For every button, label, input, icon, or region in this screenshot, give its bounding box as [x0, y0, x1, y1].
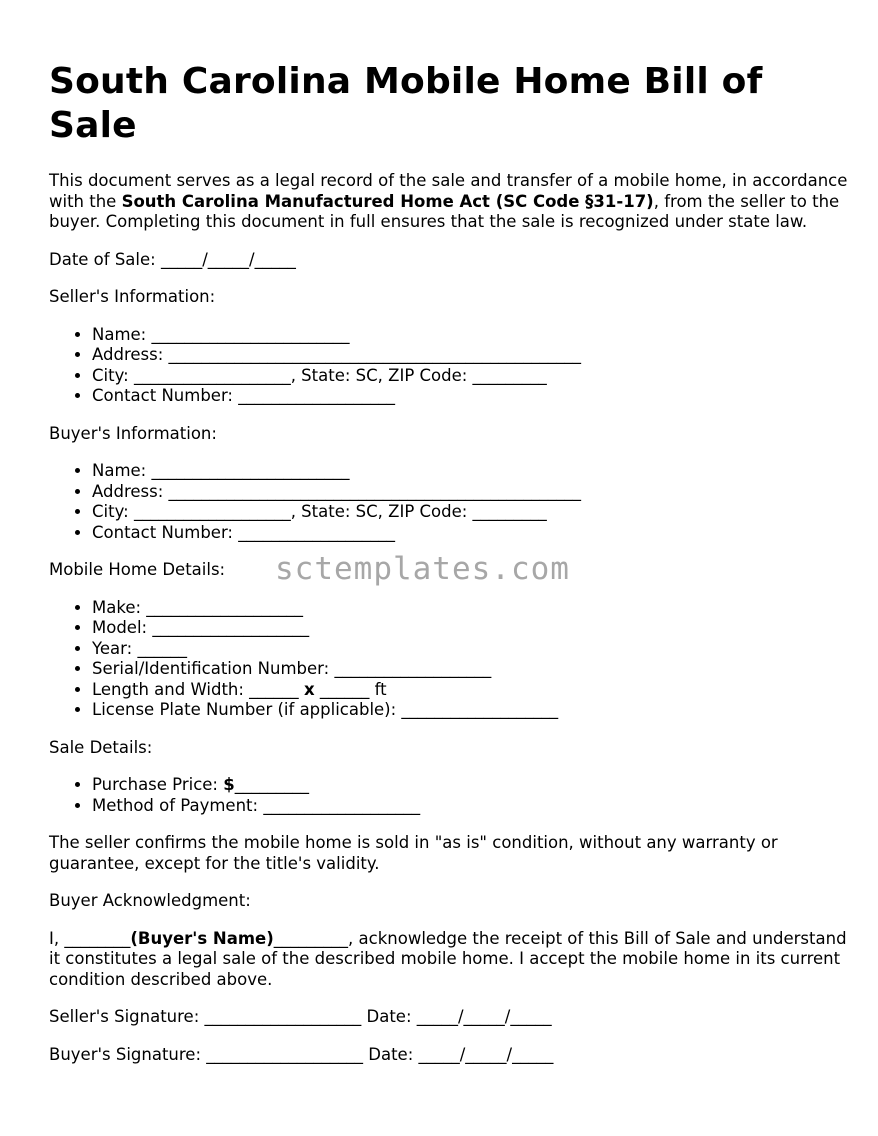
seller-name-field: • Name: ________________________: [92, 325, 849, 346]
length-width-field: [92, 680, 849, 701]
model-field: • Model: ___________________: [92, 618, 849, 639]
buyer-info-list: [49, 461, 849, 543]
acknowledgment-paragraph: [49, 929, 849, 991]
purchase-price-field: [92, 775, 849, 796]
seller-heading: Seller's Information:: [49, 287, 216, 306]
license-plate-field: • License Plate Number (if applicable): ___________________: [92, 700, 849, 721]
buyer-city-field: • City: ___________________, State: SC, ZIP Code: _________: [92, 502, 849, 523]
sale-details-heading: Sale Details:: [49, 737, 153, 757]
purchase-price-label: Purchase Price:: [92, 775, 224, 794]
acknowledgment-text-after: _________, acknowledge the receipt of this Bill of Sale and understand it constitutes a legal sale of the described mobile home. I accept the mobile home in its current condition described above.: [49, 928, 847, 989]
date-of-sale: Date of Sale: _____/_____/_____: [49, 249, 296, 269]
seller-address-field: • Address: __________________________________________________: [92, 345, 849, 366]
mobile-home-heading: Mobile Home Details:: [49, 560, 226, 579]
purchase-price-blank: _________: [234, 775, 309, 794]
seller-contact-field: • Contact Number: ___________________: [92, 386, 849, 407]
length-width-label: Length and Width: ______: [92, 679, 304, 699]
seller-info-list: [49, 325, 849, 407]
mobile-home-list: [49, 598, 849, 721]
sale-details-list: [49, 775, 849, 816]
document-title: South Carolina Mobile Home Bill of Sale: [49, 61, 763, 146]
watermark: sctemplates.com: [275, 551, 570, 587]
intro-paragraph: [49, 171, 849, 233]
seller-city-field: • City: ___________________, State: SC, ZIP Code: _________: [92, 366, 849, 387]
buyer-signature-line: Buyer's Signature: ___________________ Date: _____/_____/_____: [49, 1044, 554, 1064]
dollar-sign: $: [223, 775, 235, 794]
intro-text-after: , from the seller to the buyer. Completing this document in full ensures that the sale is recognized under state law.: [49, 191, 840, 231]
buyer-name-field: • Name: ________________________: [92, 461, 849, 482]
condition-statement: The seller confirms the mobile home is sold in "as is" condition, without any warranty or guarantee, except for the title's validity.: [49, 833, 778, 873]
buyer-contact-field: • Contact Number: ___________________: [92, 523, 849, 544]
serial-number-field: • Serial/Identification Number: ___________________: [92, 659, 849, 680]
acknowledgment-heading: Buyer Acknowledgment:: [49, 891, 251, 910]
acknowledgment-text-before: I, ________: [49, 928, 131, 948]
make-field: • Make: ___________________: [92, 598, 849, 619]
width-blank: ______ ft: [314, 679, 387, 699]
intro-act-name: South Carolina Manufactured Home Act (SC Code §31-17): [121, 191, 654, 211]
intro-text-before: This document serves as a legal record of the sale and transfer of a mobile home, in accordance with the: [49, 171, 848, 211]
year-field: • Year: ______: [92, 639, 849, 660]
seller-signature-line: Seller's Signature: ___________________ Date: _____/_____/_____: [49, 1007, 552, 1026]
dimension-times-sign: x: [303, 679, 315, 699]
buyer-address-field: • Address: __________________________________________________: [92, 482, 849, 503]
buyer-heading: Buyer's Information:: [49, 423, 217, 443]
payment-method-field: • Method of Payment: ___________________: [92, 796, 849, 817]
buyer-name-placeholder: (Buyer's Name): [130, 928, 274, 948]
